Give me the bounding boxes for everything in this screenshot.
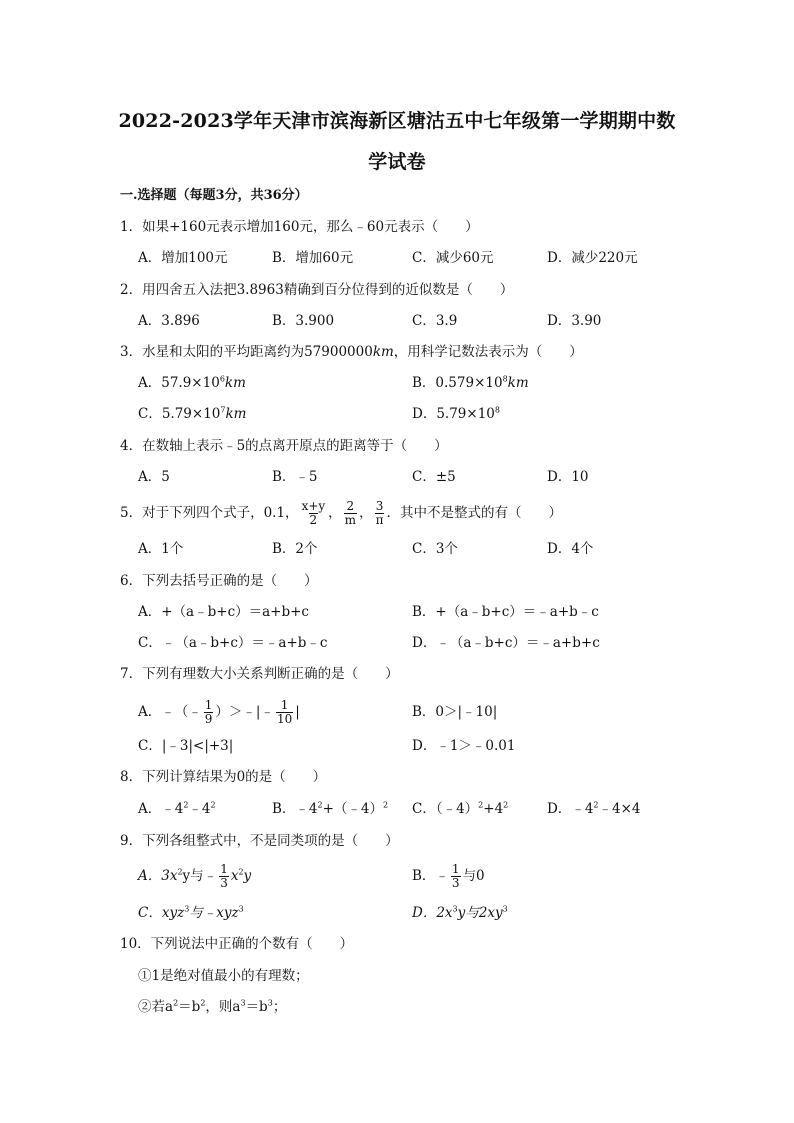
- q5-fraction-3: [375, 500, 385, 527]
- q9b-f-num: 1: [451, 862, 460, 876]
- question-5-option-a: A．1个: [138, 541, 184, 557]
- q3c-unit: km: [225, 406, 247, 422]
- q8d-pre: D．﹣4: [547, 801, 594, 817]
- question-3-stem-unit: km: [372, 344, 394, 360]
- q9a-mid: y与﹣: [182, 868, 218, 884]
- question-9-option-d: [412, 904, 508, 922]
- q5-f1-den: 2: [309, 513, 318, 527]
- question-4-stem: 4．在数轴上表示﹣5的点离开原点的距离等于（ ）: [120, 438, 448, 454]
- q5-sep-2: ，: [359, 505, 373, 521]
- q3d-exp: 8: [494, 405, 500, 415]
- q5-stem-pre: 5．对于下列四个式子，0.1，: [120, 505, 299, 521]
- q3c-exp: 7: [220, 405, 226, 415]
- q7a-f2-num: 1: [280, 698, 289, 712]
- q8c-mid: +4: [483, 801, 504, 817]
- question-3-stem: [120, 343, 583, 361]
- question-1-option-d: D．减少220元: [547, 250, 638, 266]
- question-4-option-d: D．10: [547, 469, 589, 485]
- question-6-option-c: C．﹣（a﹣b+c）＝﹣a+b﹣c: [138, 635, 328, 651]
- q8b-e1: 2: [317, 800, 323, 810]
- question-4-option-a: A．5: [138, 469, 170, 485]
- question-3-option-d: [412, 405, 500, 423]
- q9a-f-num: 1: [220, 862, 228, 876]
- question-7-option-c: C．|﹣3|<|+3|: [138, 738, 234, 754]
- q10s2-then: ，则a: [205, 999, 241, 1015]
- q5-f3-den: π: [375, 513, 384, 527]
- q7a-f1-den: 9: [204, 712, 213, 726]
- q8d-post: ﹣4×4: [598, 801, 641, 817]
- section-heading: 一.选择题（每题3分，共36分）: [120, 188, 308, 203]
- question-7-option-d: D．﹣1＞﹣0.01: [412, 738, 516, 754]
- question-6-stem: 6．下列去括号正确的是（ ）: [120, 573, 318, 589]
- question-3-option-b: [412, 374, 529, 392]
- question-6-option-a: A．+（a﹣b+c）＝a+b+c: [138, 604, 309, 620]
- question-1-option-c: C．减少60元: [412, 250, 494, 266]
- question-1-stem: 1．如果+160元表示增加160元，那么﹣60元表示（ ）: [120, 219, 479, 235]
- q8d-e1: 2: [593, 800, 599, 810]
- q8b-pre: B．﹣4: [272, 801, 318, 817]
- question-9-option-c: [138, 904, 244, 922]
- q9d-pre: D．2x: [412, 905, 453, 921]
- q9b-pre: B．﹣: [412, 868, 449, 884]
- q3b-text: B．0.579×10: [412, 375, 503, 391]
- q8c-e1: 2: [478, 800, 484, 810]
- q8c-pre: C．（﹣4）: [412, 801, 479, 817]
- q7a-post: |: [295, 704, 300, 720]
- q9a-pre: A．3x: [138, 868, 178, 884]
- q9c-e2: 3: [238, 904, 244, 914]
- q10s2-e1: 2: [173, 998, 179, 1008]
- q10s2-e2: 2: [200, 998, 206, 1008]
- q9b-f-den: 3: [451, 876, 460, 890]
- q5-fraction-1: [301, 500, 327, 527]
- question-1-option-b: B．增加60元: [272, 250, 354, 266]
- q5-f2-den: m: [344, 513, 357, 527]
- question-4-option-c: C．±5: [412, 469, 456, 485]
- q8a-mid: ﹣4: [188, 801, 211, 817]
- q3a-exp: 6: [219, 374, 225, 384]
- q8a-pre: A．﹣4: [138, 801, 184, 817]
- q3d-text: D．5.79×10: [412, 406, 495, 422]
- question-9-option-a: [138, 860, 251, 892]
- q7a-f2-den: 10: [276, 712, 293, 726]
- question-8-option-a: [138, 800, 216, 818]
- question-7-stem: 7．下列有理数大小关系判断正确的是（ ）: [120, 666, 399, 682]
- q7a-f1-num: 1: [204, 698, 213, 712]
- q10s2-e4: 3: [267, 998, 273, 1008]
- question-2-option-c: C．3.9: [412, 313, 458, 329]
- q3a-unit: km: [224, 375, 246, 391]
- question-2-option-d: D．3.90: [547, 313, 602, 329]
- question-8-option-b: [272, 800, 388, 818]
- q3b-unit: km: [507, 375, 529, 391]
- q8c-e2: 2: [503, 800, 509, 810]
- question-8-stem: 8．下列计算结果为0的是（ ）: [120, 769, 327, 785]
- question-7-option-a: [138, 696, 300, 728]
- question-8-option-d: [547, 800, 641, 818]
- q9b-fraction: [451, 863, 461, 890]
- question-10-stem: 10．下列说法中正确的个数有（ ）: [120, 936, 354, 952]
- question-3-stem-pre: 3．水星和太阳的平均距离约为57900000: [120, 344, 373, 360]
- question-9-stem: 9．下列各组整式中，不是同类项的是（ ）: [120, 833, 399, 849]
- question-7-option-b: B．0＞|﹣10|: [412, 704, 498, 720]
- question-5-option-c: C．3个: [412, 541, 458, 557]
- q10s2-mid: ＝b: [178, 999, 201, 1015]
- q5-f3-num: 3: [375, 499, 384, 513]
- exam-title-line2: 学试卷: [368, 151, 426, 173]
- question-6-option-d: D．﹣（a﹣b+c）＝﹣a+b+c: [412, 635, 600, 651]
- question-3-stem-post: ，用科学记数法表示为（ ）: [393, 344, 583, 360]
- question-5-stem: [120, 497, 562, 529]
- q9a-e2: 2: [238, 867, 244, 877]
- q7a-pre: A．﹣（﹣: [138, 704, 202, 720]
- q9a-post-x: x: [230, 868, 239, 884]
- q10s2-post: ；: [272, 999, 287, 1015]
- question-2-stem: 2．用四舍五入法把3.8963精确到百分位得到的近似数是（ ）: [120, 282, 514, 298]
- q5-sep-1: ，: [328, 505, 342, 521]
- q9d-e1: 3: [452, 904, 458, 914]
- question-6-option-b: B．+（a﹣b+c）＝﹣a+b﹣c: [412, 604, 599, 620]
- question-10-statement-1: ①1是绝对值最小的有理数；: [138, 968, 309, 984]
- q9c-e1: 3: [184, 904, 190, 914]
- q8b-e2: 2: [383, 800, 389, 810]
- question-5-option-d: D．4个: [547, 541, 594, 557]
- exam-title-line1: 2022-2023学年天津市滨海新区塘沽五中七年级第一学期期中数: [118, 110, 676, 132]
- q9d-e2: 3: [502, 904, 508, 914]
- q7a-fraction-2: [276, 699, 293, 726]
- q10s2-pre: ②若a: [138, 999, 174, 1015]
- q5-stem-post: ．其中不是整式的有（ ）: [386, 505, 562, 521]
- q3b-exp: 8: [502, 374, 508, 384]
- q8a-e1: 2: [183, 800, 189, 810]
- q5-fraction-2: [344, 500, 357, 527]
- q10s2-e3: 3: [240, 998, 246, 1008]
- q8a-e2: 2: [210, 800, 216, 810]
- question-4-option-b: B．﹣5: [272, 469, 318, 485]
- q9c-pre: C．xyz: [138, 905, 185, 921]
- q9c-mid: 与﹣xyz: [189, 905, 239, 921]
- q7a-fraction-1: [204, 699, 214, 726]
- question-2-option-a: A．3.896: [138, 313, 200, 329]
- q9b-post: 与0: [462, 868, 485, 884]
- q9d-mid: y与2xy: [457, 905, 503, 921]
- q9a-post-y: y: [243, 868, 252, 884]
- question-10-statement-2: [138, 998, 286, 1016]
- question-3-option-a: [138, 374, 246, 392]
- question-9-option-b: [412, 860, 485, 892]
- q5-f2-num: 2: [346, 499, 355, 513]
- q3a-text: A．57.9×10: [138, 375, 220, 391]
- question-2-option-b: B．3.900: [272, 313, 335, 329]
- q10s2-mid2: ＝b: [245, 999, 268, 1015]
- q9a-fraction: [219, 863, 229, 890]
- q5-f1-num: x+y: [301, 499, 326, 513]
- question-8-option-c: [412, 800, 508, 818]
- question-5-option-b: B．2个: [272, 541, 318, 557]
- question-1-option-a: A．增加100元: [138, 250, 228, 266]
- question-3-option-c: [138, 405, 246, 423]
- q3c-text: C．5.79×10: [138, 406, 221, 422]
- q9a-e1: 2: [177, 867, 183, 877]
- q8b-mid: +（﹣4）: [322, 801, 384, 817]
- q9a-f-den: 3: [220, 876, 228, 890]
- q7a-mid: ）＞﹣|﹣: [215, 704, 274, 720]
